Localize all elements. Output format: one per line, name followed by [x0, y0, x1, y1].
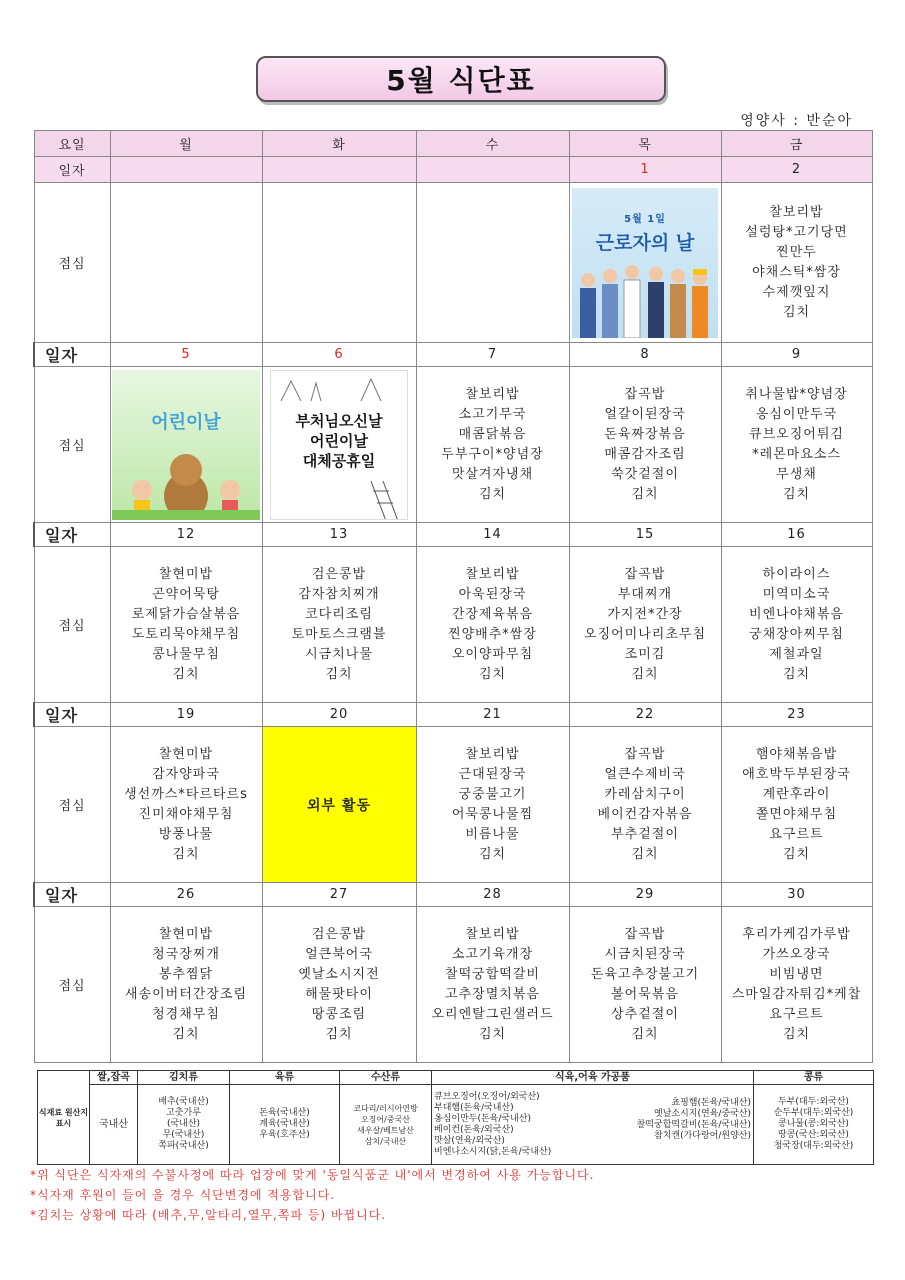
menu-item: 간장제육볶음	[451, 606, 534, 622]
menu-item: 얼큰북어국	[305, 946, 373, 962]
menu-item: 무생채	[776, 466, 817, 482]
lunch-label: 점심	[34, 367, 110, 523]
nutritionist-label: 영양사 : 반순아	[740, 113, 853, 129]
page-title: 5월 식단표	[256, 56, 666, 102]
menu-item: 가쓰오장국	[762, 946, 831, 962]
menu-item: 상추겉절이	[611, 1006, 679, 1022]
origin-line: (국내산)	[166, 1119, 201, 1129]
outside-activity-label: 외부 활동	[307, 797, 371, 814]
menu-item: 설렁탕*고기당면	[745, 224, 848, 240]
menu-item: 부추겉절이	[611, 826, 679, 842]
menu-item: 새송이버터간장조림	[124, 986, 248, 1002]
menu-item: 김치	[631, 846, 659, 862]
menu-item: 진미채야채무침	[138, 806, 234, 822]
childrens-day-title: 어린이날	[151, 411, 221, 433]
date-row-week1	[34, 157, 872, 183]
menu-item: 카레삼치구이	[604, 786, 686, 802]
origin-line: 큐브오징어(오징어/외국산)	[434, 1091, 540, 1102]
menu-item: 청국장찌개	[152, 946, 220, 962]
note-line: *식자재 후원이 들어 올 경우 식단변경에 적용합니다.	[30, 1188, 336, 1202]
meal-cell	[110, 547, 262, 703]
weekday-wed: 수	[416, 131, 569, 157]
meal-row-week4	[34, 727, 872, 883]
meal-row-week3	[34, 547, 872, 703]
menu-item: 요구르트	[769, 826, 824, 842]
menu-item: 검은콩밥	[311, 926, 367, 942]
date-label: 일자	[34, 343, 110, 367]
date-cell: 20	[262, 703, 416, 727]
menu-item: 김치	[782, 846, 811, 862]
date-cell: 2	[721, 157, 872, 183]
menu-item: 찰떡궁합떡갈비	[445, 966, 540, 982]
date-row-week5	[34, 883, 872, 907]
menu-item: 쫄면야채무침	[755, 806, 838, 822]
date-cell: 28	[416, 883, 569, 907]
meal-cell	[569, 547, 721, 703]
kids-illustration	[112, 440, 260, 520]
origin-seafood	[340, 1085, 432, 1165]
date-cell: 15	[569, 523, 721, 547]
weekday-label: 요일	[34, 131, 110, 157]
date-row-week3	[34, 523, 872, 547]
date-cell: 22	[569, 703, 721, 727]
menu-item: 어묵콩나물찜	[451, 806, 534, 822]
menu-item: 제철과일	[769, 646, 824, 662]
origin-line: 코다리/러시아연방	[353, 1103, 418, 1113]
menu-item: 김치	[478, 846, 507, 862]
menu-item: 야채스틱*쌈장	[752, 264, 841, 280]
holiday-illustration	[271, 371, 408, 520]
menu-item: 쑥갓겉절이	[611, 466, 679, 482]
menu-item: 찰보리밥	[769, 204, 824, 220]
holiday-line: 부처님오신날	[295, 411, 383, 430]
origin-rice: 국내산	[90, 1085, 138, 1165]
labor-day-image-cell	[569, 183, 721, 343]
menu-item: *레몬마요소스	[752, 446, 841, 462]
origin-line: 청국장(대두:외국산)	[773, 1141, 854, 1151]
meal-cell	[569, 367, 721, 523]
date-cell: 14	[416, 523, 569, 547]
menu-item: 아욱된장국	[458, 586, 527, 602]
menu-item: 조미김	[624, 646, 666, 662]
menu-item: 하이라이스	[762, 566, 831, 582]
origin-line: 순두부(대두:외국산)	[773, 1108, 854, 1118]
menu-item: 방풍나물	[158, 826, 214, 842]
meal-cell	[262, 183, 416, 343]
menu-item: 코다리조림	[305, 606, 373, 622]
menu-item: 옛날소시지전	[298, 966, 380, 982]
date-cell: 21	[416, 703, 569, 727]
origin-line: 우육(호주산)	[259, 1130, 310, 1140]
labor-day-image	[572, 188, 718, 338]
menu-item: 오이양파무침	[451, 646, 534, 662]
meal-row-week5	[34, 907, 872, 1063]
menu-item: 김치	[478, 1026, 507, 1042]
menu-item: 수제깻잎지	[762, 284, 831, 300]
meal-cell	[416, 367, 569, 523]
meal-row-week1	[34, 183, 872, 343]
menu-item: 오징어미나리초무침	[583, 626, 707, 642]
origin-header: 육류	[230, 1071, 340, 1085]
origin-line: 옹심이만두(돈육/국내산)	[434, 1113, 531, 1124]
workers-illustration	[572, 258, 718, 338]
date-cell: 8	[569, 343, 721, 367]
menu-item: 김치	[172, 1026, 200, 1042]
lunch-label: 점심	[34, 183, 110, 343]
childrens-day-image-cell	[110, 367, 262, 523]
menu-item: 비빔냉면	[769, 966, 824, 982]
date-label: 일자	[34, 703, 110, 727]
menu-item: 궁중불고기	[458, 786, 527, 802]
origin-header: 콩류	[754, 1071, 874, 1085]
menu-item: 잡곡밥	[624, 386, 666, 402]
menu-item: 맛살겨자냉채	[451, 466, 534, 482]
origin-line: 쪽파(국내산)	[158, 1141, 209, 1151]
menu-item: 가지전*간장	[607, 606, 683, 622]
menu-item: 감자참치찌개	[298, 586, 380, 602]
date-cell: 23	[721, 703, 872, 727]
origin-line: 베이컨(돈육/외국산)	[434, 1124, 514, 1135]
origin-header: 김치류	[138, 1071, 230, 1085]
origin-line: 부대햄(돈육/국내산)	[434, 1102, 514, 1113]
menu-item: 찐양배추*쌈장	[448, 626, 537, 642]
date-label: 일자	[34, 523, 110, 547]
menu-item: 김치	[172, 666, 200, 682]
date-row-week2	[34, 343, 872, 367]
lunch-label: 점심	[34, 727, 110, 883]
meal-cell	[569, 727, 721, 883]
date-cell: 5	[110, 343, 262, 367]
meal-cell	[110, 183, 262, 343]
menu-item: 취나물밥*양념장	[745, 386, 848, 402]
weekday-header-row	[34, 131, 872, 157]
menu-item: 감자양파국	[152, 766, 220, 782]
menu-item: 애호박두부된장국	[742, 766, 851, 782]
menu-item: 청경채무침	[152, 1006, 220, 1022]
origin-line: 참치캔(가다랑어/원양산)	[654, 1130, 751, 1141]
date-cell	[110, 157, 262, 183]
date-row-week4	[34, 703, 872, 727]
menu-item: 돈육짜장볶음	[604, 426, 686, 442]
meal-cell	[721, 367, 872, 523]
origin-line: 쵸핑햄(돈육/국내산)	[671, 1097, 751, 1108]
menu-item: 요구르트	[769, 1006, 824, 1022]
holiday-line: 어린이날	[310, 431, 368, 450]
origin-processed	[432, 1085, 754, 1165]
menu-item: 소고기육개장	[451, 946, 534, 962]
menu-item: 김치	[782, 666, 811, 682]
outside-activity-cell	[262, 727, 416, 883]
menu-item: 찰현미밥	[158, 746, 214, 762]
origin-line: 땅콩(국산:외국산)	[778, 1130, 849, 1140]
menu-item: 미역미소국	[762, 586, 831, 602]
menu-item: 햄야채볶음밥	[755, 746, 838, 762]
meal-cell	[110, 907, 262, 1063]
origin-line: 찰떡궁합떡갈비(돈육/국내산)	[636, 1119, 751, 1130]
menu-item: 검은콩밥	[311, 566, 367, 582]
origin-line: 오징어/중국산	[360, 1114, 411, 1124]
labor-day-title: 근로자의 날	[595, 231, 695, 254]
menu-table	[33, 130, 873, 1063]
weekday-thu: 목	[569, 131, 721, 157]
menu-item: 도토리묵야채무침	[131, 626, 241, 642]
origin-line: 비엔나소시지(닭,돈육/국내산)	[434, 1146, 552, 1157]
menu-item: 찰보리밥	[465, 386, 520, 402]
origin-meat	[230, 1085, 340, 1165]
meal-row-week2	[34, 367, 872, 523]
holiday-image-cell	[262, 367, 416, 523]
date-cell: 6	[262, 343, 416, 367]
date-cell: 7	[416, 343, 569, 367]
origin-line: 무(국내산)	[162, 1130, 205, 1140]
menu-item: 소고기무국	[458, 406, 527, 422]
menu-item: 매콤감자조림	[604, 446, 686, 462]
menu-item: 잡곡밥	[624, 926, 666, 942]
date-cell: 27	[262, 883, 416, 907]
menu-item: 김치	[631, 666, 659, 682]
origin-table	[37, 1070, 874, 1165]
meal-cell	[262, 907, 416, 1063]
menu-item: 잡곡밥	[624, 746, 666, 762]
origin-line: 맛살(연육/외국산)	[434, 1135, 505, 1146]
menu-item: 돈육고추장불고기	[590, 966, 700, 982]
menu-item: 찰보리밥	[465, 926, 520, 942]
note-line: *위 식단은 식자재의 수불사정에 따라 업장에 맞게 '동일식품군 내'에서 변경하여 사용 가능합니다.	[30, 1168, 595, 1182]
menu-item: 잡곡밥	[624, 566, 666, 582]
meal-cell	[110, 727, 262, 883]
menu-item: 찰현미밥	[158, 566, 214, 582]
menu-item: 후리가케김가루밥	[742, 926, 851, 942]
date-cell	[262, 157, 416, 183]
date-cell: 9	[721, 343, 872, 367]
menu-item: 비엔나야채볶음	[749, 606, 844, 622]
menu-item: 김치	[478, 486, 507, 502]
meal-cell	[721, 727, 872, 883]
origin-header: 식육,어육 가공품	[432, 1071, 754, 1085]
menu-item: 베이컨감자볶음	[597, 806, 693, 822]
menu-item: 찐만두	[776, 244, 817, 260]
menu-item: 찰보리밥	[465, 746, 520, 762]
menu-item: 두부구이*양념장	[441, 446, 544, 462]
menu-item: 찰보리밥	[465, 566, 520, 582]
date-cell	[416, 157, 569, 183]
menu-item: 옹심이만두국	[755, 406, 838, 422]
menu-item: 봉추찜닭	[158, 966, 214, 982]
date-cell: 30	[721, 883, 872, 907]
weekday-fri: 금	[721, 131, 872, 157]
date-label: 일자	[34, 157, 110, 183]
menu-item: 콩나물무침	[152, 646, 220, 662]
menu-item: 곤약어묵탕	[152, 586, 220, 602]
menu-item: 김치	[172, 846, 200, 862]
notes	[30, 1165, 594, 1225]
weekday-mon: 월	[110, 131, 262, 157]
origin-header: 수산류	[340, 1071, 432, 1085]
menu-item: 큐브오징어튀김	[749, 426, 844, 442]
origin-line: 옛날소시지(연육/중국산)	[654, 1108, 751, 1119]
menu-item: 시금치나물	[305, 646, 373, 662]
menu-item: 김치	[782, 486, 811, 502]
meal-cell	[416, 547, 569, 703]
meal-cell	[416, 907, 569, 1063]
menu-item: 김치	[478, 666, 507, 682]
date-cell: 26	[110, 883, 262, 907]
origin-line: 계육(국내산)	[259, 1119, 310, 1129]
lunch-label: 점심	[34, 547, 110, 703]
meal-cell	[416, 183, 569, 343]
date-cell: 13	[262, 523, 416, 547]
origin-data-row	[38, 1085, 874, 1165]
origin-line: 새우살/베트남산	[357, 1125, 414, 1135]
menu-item: 해물팟타이	[305, 986, 373, 1002]
menu-item: 김치	[631, 1026, 659, 1042]
meal-cell	[262, 547, 416, 703]
menu-item: 시금치된장국	[604, 946, 686, 962]
date-cell: 16	[721, 523, 872, 547]
origin-header: 쌀,잡곡	[90, 1071, 138, 1085]
note-line: *김치는 상황에 따라 (배추,무,알타리,열무,쪽파 등) 바뀝니다.	[30, 1208, 387, 1222]
origin-line: 돈육(국내산)	[259, 1108, 310, 1118]
childrens-day-image	[112, 370, 260, 520]
menu-item: 생선까스*타르타르s	[124, 786, 248, 802]
menu-item: 김치	[325, 1026, 353, 1042]
menu-item: 얼갈이된장국	[604, 406, 686, 422]
menu-item: 비름나물	[465, 826, 520, 842]
labor-day-date: 5월 1일	[624, 213, 666, 225]
menu-item: 근대된장국	[458, 766, 527, 782]
origin-beans	[754, 1085, 874, 1165]
origin-line: 배추(국내산)	[158, 1097, 209, 1107]
holiday-image	[270, 370, 408, 520]
date-cell: 19	[110, 703, 262, 727]
menu-item: 계란후라이	[762, 786, 831, 802]
holiday-line: 대체공휴일	[302, 451, 376, 470]
menu-item: 김치	[631, 486, 659, 502]
menu-item: 스마일감자튀김*케찹	[731, 986, 862, 1002]
date-cell: 29	[569, 883, 721, 907]
menu-item: 로제닭가슴살볶음	[131, 606, 241, 622]
meal-cell	[569, 907, 721, 1063]
origin-line: 두부(대두:외국산)	[778, 1097, 849, 1107]
menu-item: 고추장멸치볶음	[445, 986, 540, 1002]
origin-line: 삼치/국내산	[364, 1136, 407, 1146]
origin-line: 콩나물(콩:외국산)	[778, 1119, 849, 1129]
menu-item: 궁채장아찌무침	[749, 626, 844, 642]
origin-row-label: 식재료 원산지 표시	[38, 1071, 90, 1165]
menu-item: 땅콩조림	[311, 1006, 367, 1022]
date-cell: 1	[569, 157, 721, 183]
menu-item: 오리엔탈그린샐러드	[431, 1006, 554, 1022]
lunch-label: 점심	[34, 907, 110, 1063]
menu-item: 얼큰수제비국	[604, 766, 686, 782]
menu-item: 매콤닭볶음	[458, 426, 527, 442]
meal-cell	[721, 183, 872, 343]
menu-item: 토마토스크램블	[291, 626, 387, 642]
menu-item: 볼어묵볶음	[611, 986, 679, 1002]
date-cell: 12	[110, 523, 262, 547]
weekday-tue: 화	[262, 131, 416, 157]
origin-header-row	[38, 1071, 874, 1085]
meal-cell	[721, 907, 872, 1063]
origin-line: 고춧가루	[166, 1108, 201, 1118]
menu-item: 부대찌개	[617, 586, 673, 602]
date-label: 일자	[34, 883, 110, 907]
menu-item: 김치	[782, 1026, 811, 1042]
menu-item: 찰현미밥	[158, 926, 214, 942]
origin-kimchi	[138, 1085, 230, 1165]
meal-cell	[721, 547, 872, 703]
meal-cell	[416, 727, 569, 883]
menu-item: 김치	[325, 666, 353, 682]
menu-item: 김치	[782, 304, 811, 320]
